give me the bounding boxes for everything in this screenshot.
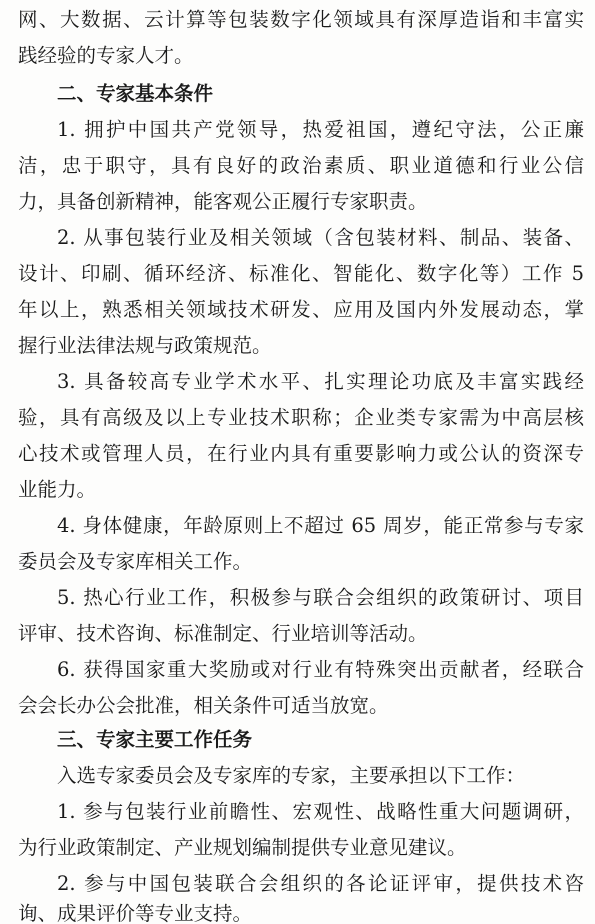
text-line: 6. 获得国家重大奖励或对行业有特殊突出贡献者，经联合 (57, 658, 584, 681)
text-line: 入选专家委员会及专家库的专家，主要承担以下工作： (57, 764, 526, 787)
text-line: 验，具有高级及以上专业技术职称；企业类专家需为中高层核 (18, 406, 584, 429)
text-line: 握行业法律法规与政策规范。 (18, 334, 272, 357)
text-line: 网、大数据、云计算等包装数字化领域具有深厚造诣和丰富实 (18, 8, 584, 31)
text-line: 设计、印刷、循环经济、标准化、智能化、数字化等）工作 5 (18, 262, 584, 285)
text-line: 心技术或管理人员，在行业内具有重要影响力或公认的资深专 (18, 442, 584, 465)
text-line: 评审、技术咨询、标准制定、行业培训等活动。 (18, 622, 428, 645)
text-line: 践经验的专家人才。 (18, 44, 194, 67)
text-line: 会会长办公会批准，相关条件可适当放宽。 (18, 694, 389, 717)
text-line: 3. 具备较高专业学术水平、扎实理论功底及丰富实践经 (57, 370, 584, 393)
text-line: 1. 参与包装行业前瞻性、宏观性、战略性重大问题调研， (57, 800, 584, 823)
text-line: 委员会及专家库相关工作。 (18, 550, 253, 573)
text-line: 1. 拥护中国共产党领导，热爱祖国，遵纪守法，公正廉 (57, 118, 584, 141)
text-line: 2. 从事包装行业及相关领域（含包装材料、制品、装备、 (57, 226, 584, 249)
text-line: 洁，忠于职守，具有良好的政治素质、职业道德和行业公信 (18, 154, 584, 177)
text-line: 5. 热心行业工作，积极参与联合会组织的政策研讨、项目 (57, 586, 584, 609)
text-line: 业能力。 (18, 478, 97, 501)
text-line: 年以上，熟悉相关领域技术研发、应用及国内外发展动态，掌 (18, 298, 584, 321)
text-line: 为行业政策制定、产业规划编制提供专业意见建议。 (18, 836, 467, 859)
text-line: 2. 参与中国包装联合会组织的各论证评审，提供技术咨 (57, 872, 584, 895)
section-heading-main-tasks: 三、专家主要工作任务 (57, 728, 253, 751)
section-heading-basic-conditions: 二、专家基本条件 (57, 82, 214, 105)
text-line: 询、成果评价等专业支持。 (18, 902, 253, 924)
text-line: 4. 身体健康，年龄原则上不超过 65 周岁，能正常参与专家 (57, 514, 584, 537)
text-line: 力，具备创新精神，能客观公正履行专家职责。 (18, 190, 428, 213)
